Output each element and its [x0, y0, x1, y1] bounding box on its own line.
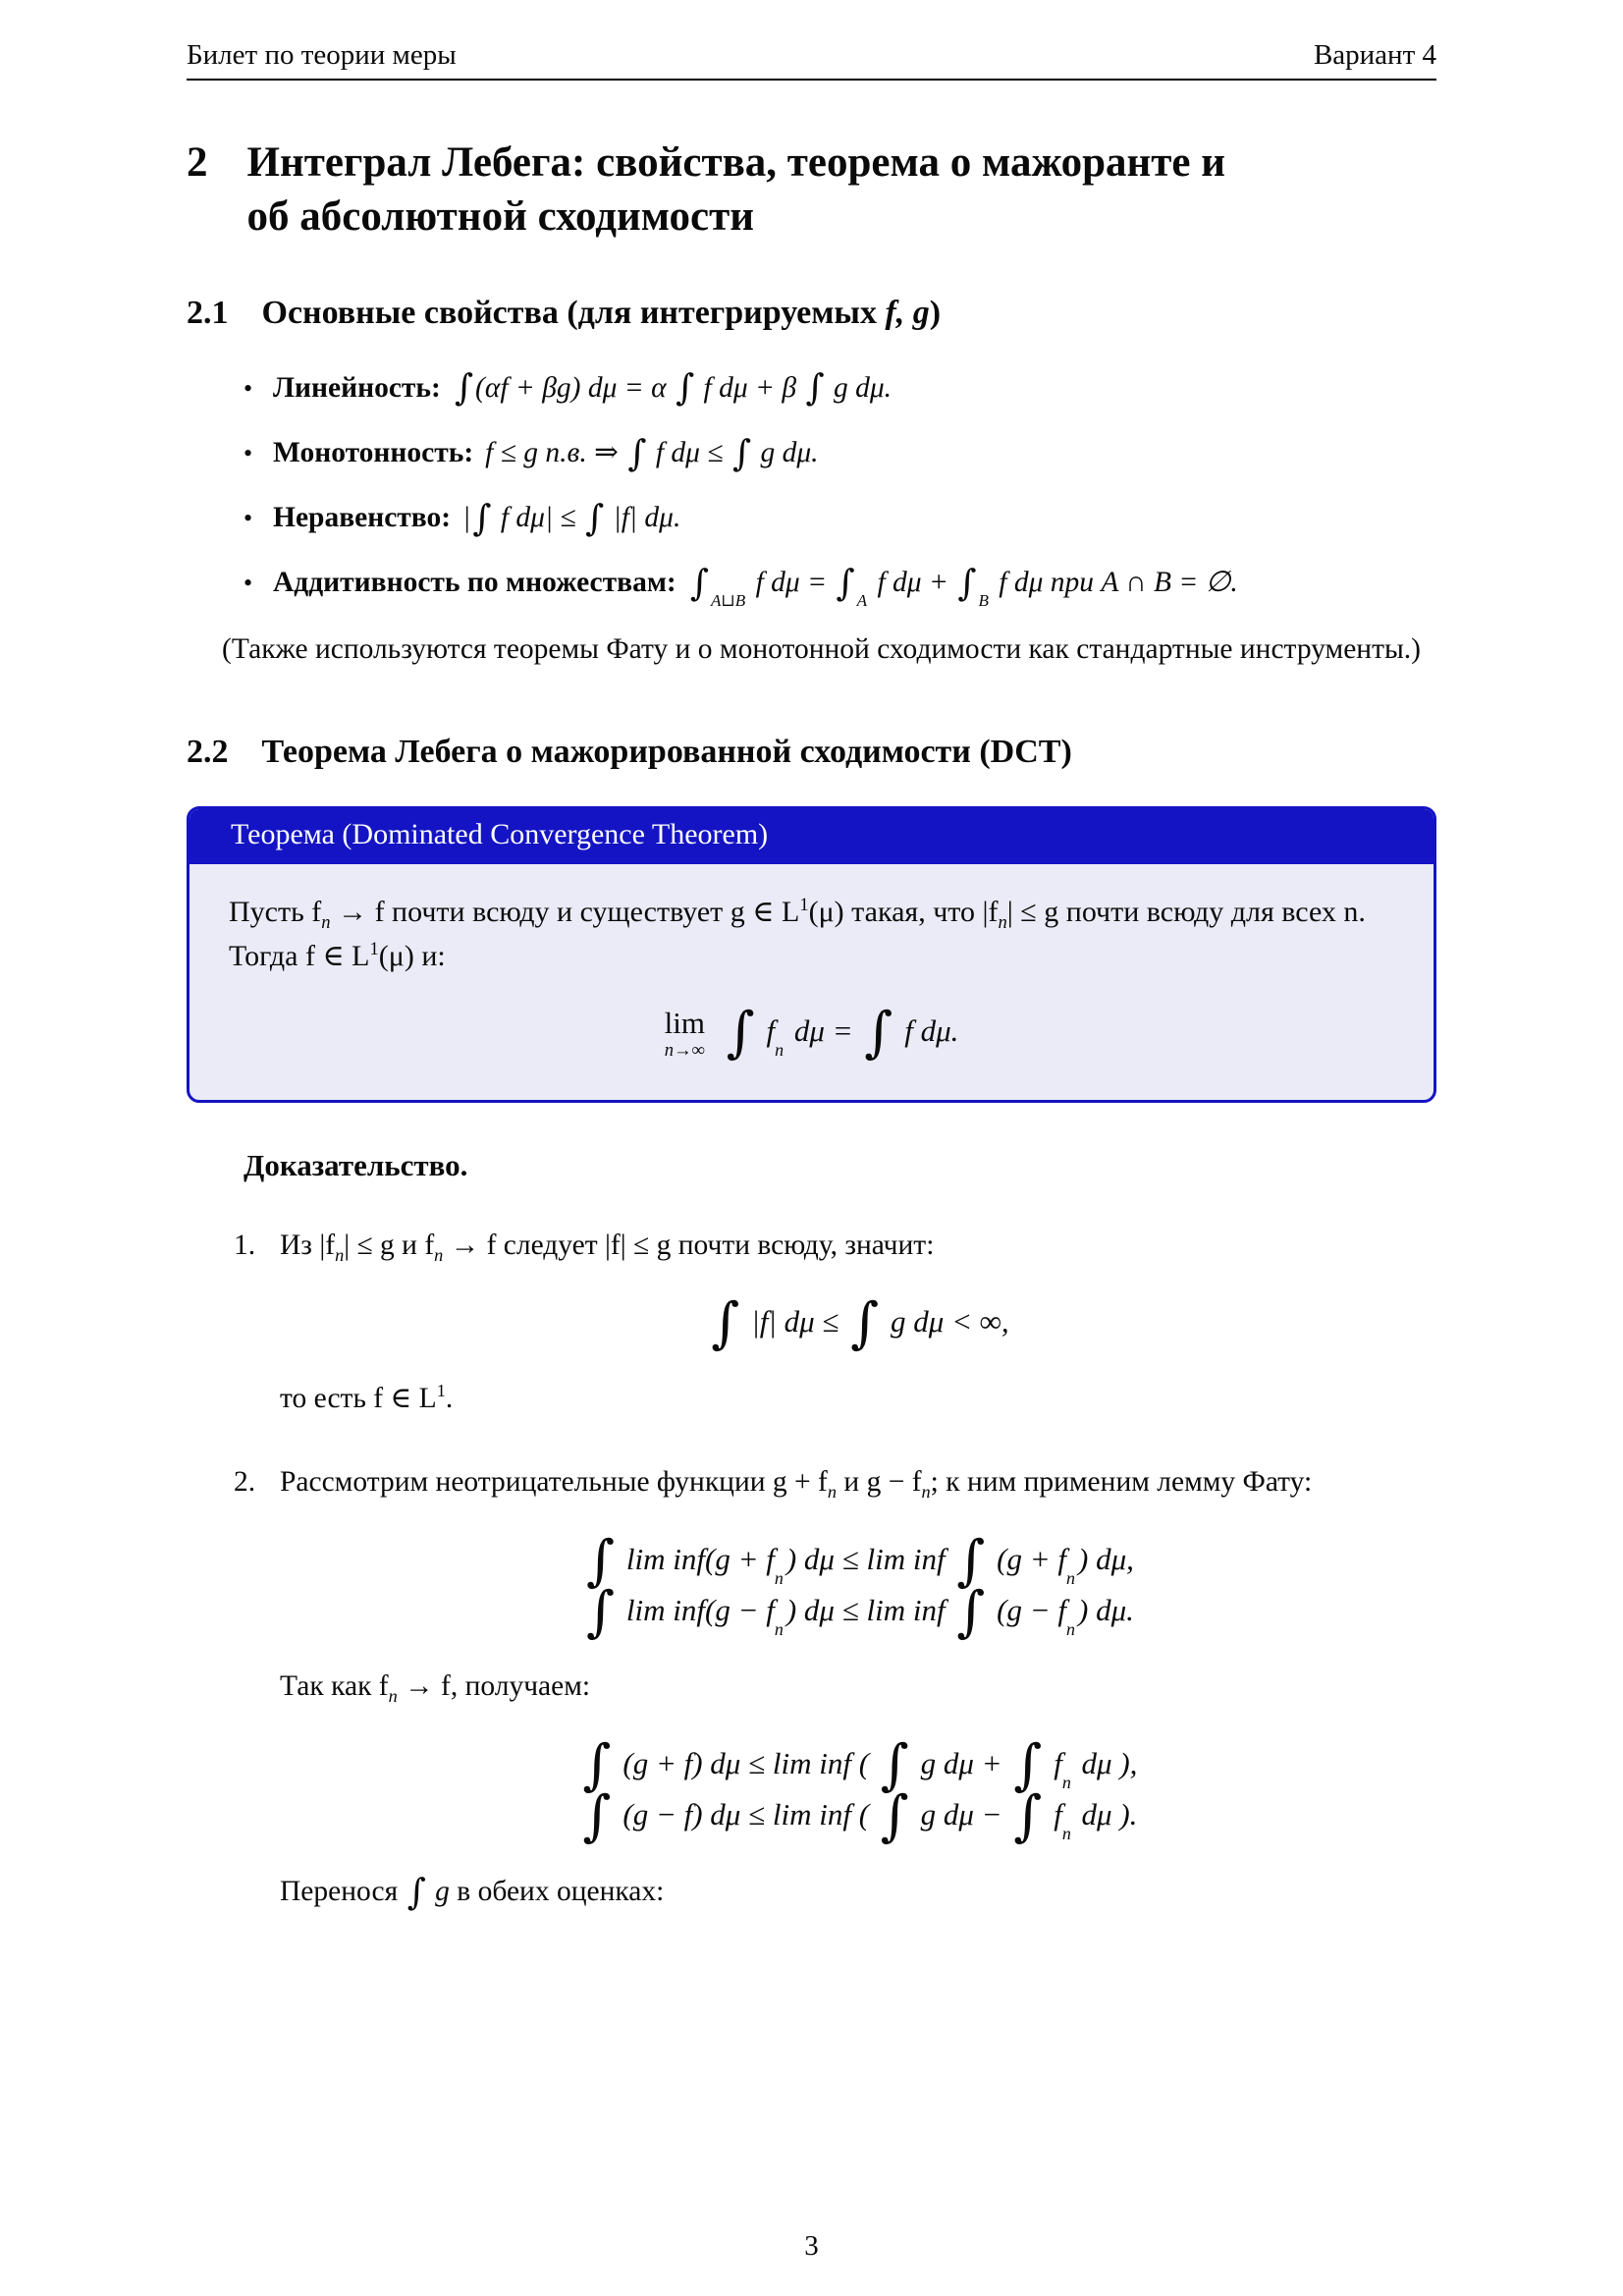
- subsection-title: [262, 293, 942, 335]
- property-formula: ∫(αf + βg) dμ = α ∫ f dμ + β ∫ g dμ.: [454, 366, 893, 410]
- list-item: [243, 368, 1436, 409]
- lim-subscript: n→∞: [664, 1040, 705, 1062]
- note-paragraph: (Также используются теоремы Фату и о монотонной сходимости как стандартные инструменты.): [222, 632, 1421, 665]
- bullet-icon: •: [243, 373, 253, 403]
- properties-list: [243, 366, 1436, 610]
- theorem-box: [187, 806, 1436, 1103]
- subsection-title-text: Основные свойства (для интегрируемых: [261, 295, 877, 332]
- step-number: 1.: [234, 1229, 256, 1261]
- step2-since-text: Так как $f_n \to f$, получаем:: [280, 1670, 591, 1707]
- step1-text: Из $|f_n| \le g$ и $f_n \to f$ следует |f| ≤ g почти всюду, значит:: [280, 1229, 935, 1265]
- fatou-equation-2: ∫ $\lim inf(g - f_n)$ dμ ≤ lim inf ∫ $(g - f_n)$ dμ.: [586, 1579, 1134, 1644]
- property-label: Линейность:: [273, 371, 441, 404]
- step2-text: Рассмотрим неотрицательные функции $g + f_n$ и $g - f_n$; к ним применим лемму Фату:: [280, 1465, 1313, 1502]
- bullet-icon: •: [243, 569, 253, 598]
- property-formula: |∫ f dμ| ≤ ∫ |f| dμ.: [462, 496, 681, 539]
- section-heading: [187, 136, 1436, 244]
- property-formula: ∫ $_{A⊔B}$ f dμ = ∫ $_A$ f dμ + ∫ $_B$ f dμ при A ∩ B = ∅.: [689, 562, 1238, 610]
- step1-display-equation: ∫ |f| dμ ≤ ∫ g dμ < ∞,: [711, 1291, 1009, 1356]
- limit-equation-body: ∫ $f_n$ dμ = ∫ f dμ.: [726, 1000, 959, 1065]
- subsection-title-close: ): [929, 295, 942, 332]
- property-formula: f ≤ g п.в. ⇒ ∫ f dμ ≤ ∫ g dμ.: [485, 431, 819, 474]
- limit-inequality-2: ∫ (g − f) dμ ≤ lim inf ( ∫ g dμ − ∫ $f_n$ dμ ).: [582, 1784, 1138, 1849]
- list-item: [243, 498, 1436, 538]
- step2-closing-line: [280, 1871, 1436, 1913]
- step-body: [280, 1225, 1436, 1420]
- header-right-variant: Вариант 4: [1313, 39, 1436, 71]
- list-item: [243, 562, 1436, 610]
- bullet-icon: •: [243, 438, 253, 467]
- step-number: 2.: [234, 1465, 256, 1498]
- fatou-equations: [280, 1528, 1436, 1644]
- theorem-statement-line1: Пусть $f_n \to f$ почти всюду и существует g ∈ $L^1(\mu)$ такая, что $|f_n| \le g$ почти всюду для всех n.: [229, 895, 1366, 934]
- running-header: [187, 39, 1436, 81]
- subsection-number: 2.2: [187, 733, 229, 770]
- limit-inequality-1: ∫ (g + f) dμ ≤ lim inf ( ∫ g dμ + ∫ $f_n$ dμ ),: [582, 1733, 1138, 1798]
- section-title: Интеграл Лебега: свойства, теорема о мажоранте и об абсолютной сходимости: [246, 139, 1226, 241]
- proof-step-1: [234, 1225, 1436, 1420]
- property-label: Неравенство:: [273, 502, 452, 534]
- limit-operator: [665, 1008, 705, 1061]
- theorem-limit-equation: [229, 1000, 1394, 1065]
- property-label: Аддитивность по множествам:: [273, 567, 676, 599]
- proof-step-2: [234, 1461, 1436, 1913]
- property-label: Монотонность:: [273, 436, 474, 468]
- section-number: 2: [187, 139, 208, 186]
- page-number: 3: [804, 2230, 819, 2262]
- theorem-box-title: Теорема (Dominated Convergence Theorem): [189, 809, 1434, 864]
- limit-inequalities: [280, 1733, 1436, 1849]
- closing-text-suffix: в обеих оценках:: [457, 1875, 665, 1907]
- step1-conclusion: то есть f ∈ $L^1$.: [280, 1381, 454, 1415]
- subsection-number: 2.1: [187, 295, 229, 332]
- list-item: [243, 433, 1436, 473]
- lim-word: lim: [664, 1006, 705, 1041]
- subsection-heading-2-1: [187, 293, 1436, 335]
- subsection-heading-2-2: [187, 732, 1436, 774]
- fatou-equation-1: ∫ $\lim inf(g + f_n)$ dμ ≤ lim inf ∫ $(g + f_n)$ dμ,: [586, 1528, 1134, 1593]
- bullet-icon: •: [243, 504, 253, 533]
- closing-math: ∫ g: [406, 1870, 450, 1913]
- theorem-statement-line2: Тогда f ∈ $L^1(\mu)$ и:: [229, 939, 446, 973]
- theorem-box-body: [189, 864, 1434, 1100]
- header-left-title: Билет по теории меры: [187, 39, 457, 71]
- subsection-title-math: f, g: [885, 295, 930, 332]
- closing-text-prefix: Перенося: [280, 1875, 399, 1907]
- proof-heading: Доказательство.: [243, 1147, 468, 1182]
- step-body: [280, 1461, 1436, 1913]
- subsection-title: Теорема Лебега о мажорированной сходимости (DCT): [261, 733, 1072, 770]
